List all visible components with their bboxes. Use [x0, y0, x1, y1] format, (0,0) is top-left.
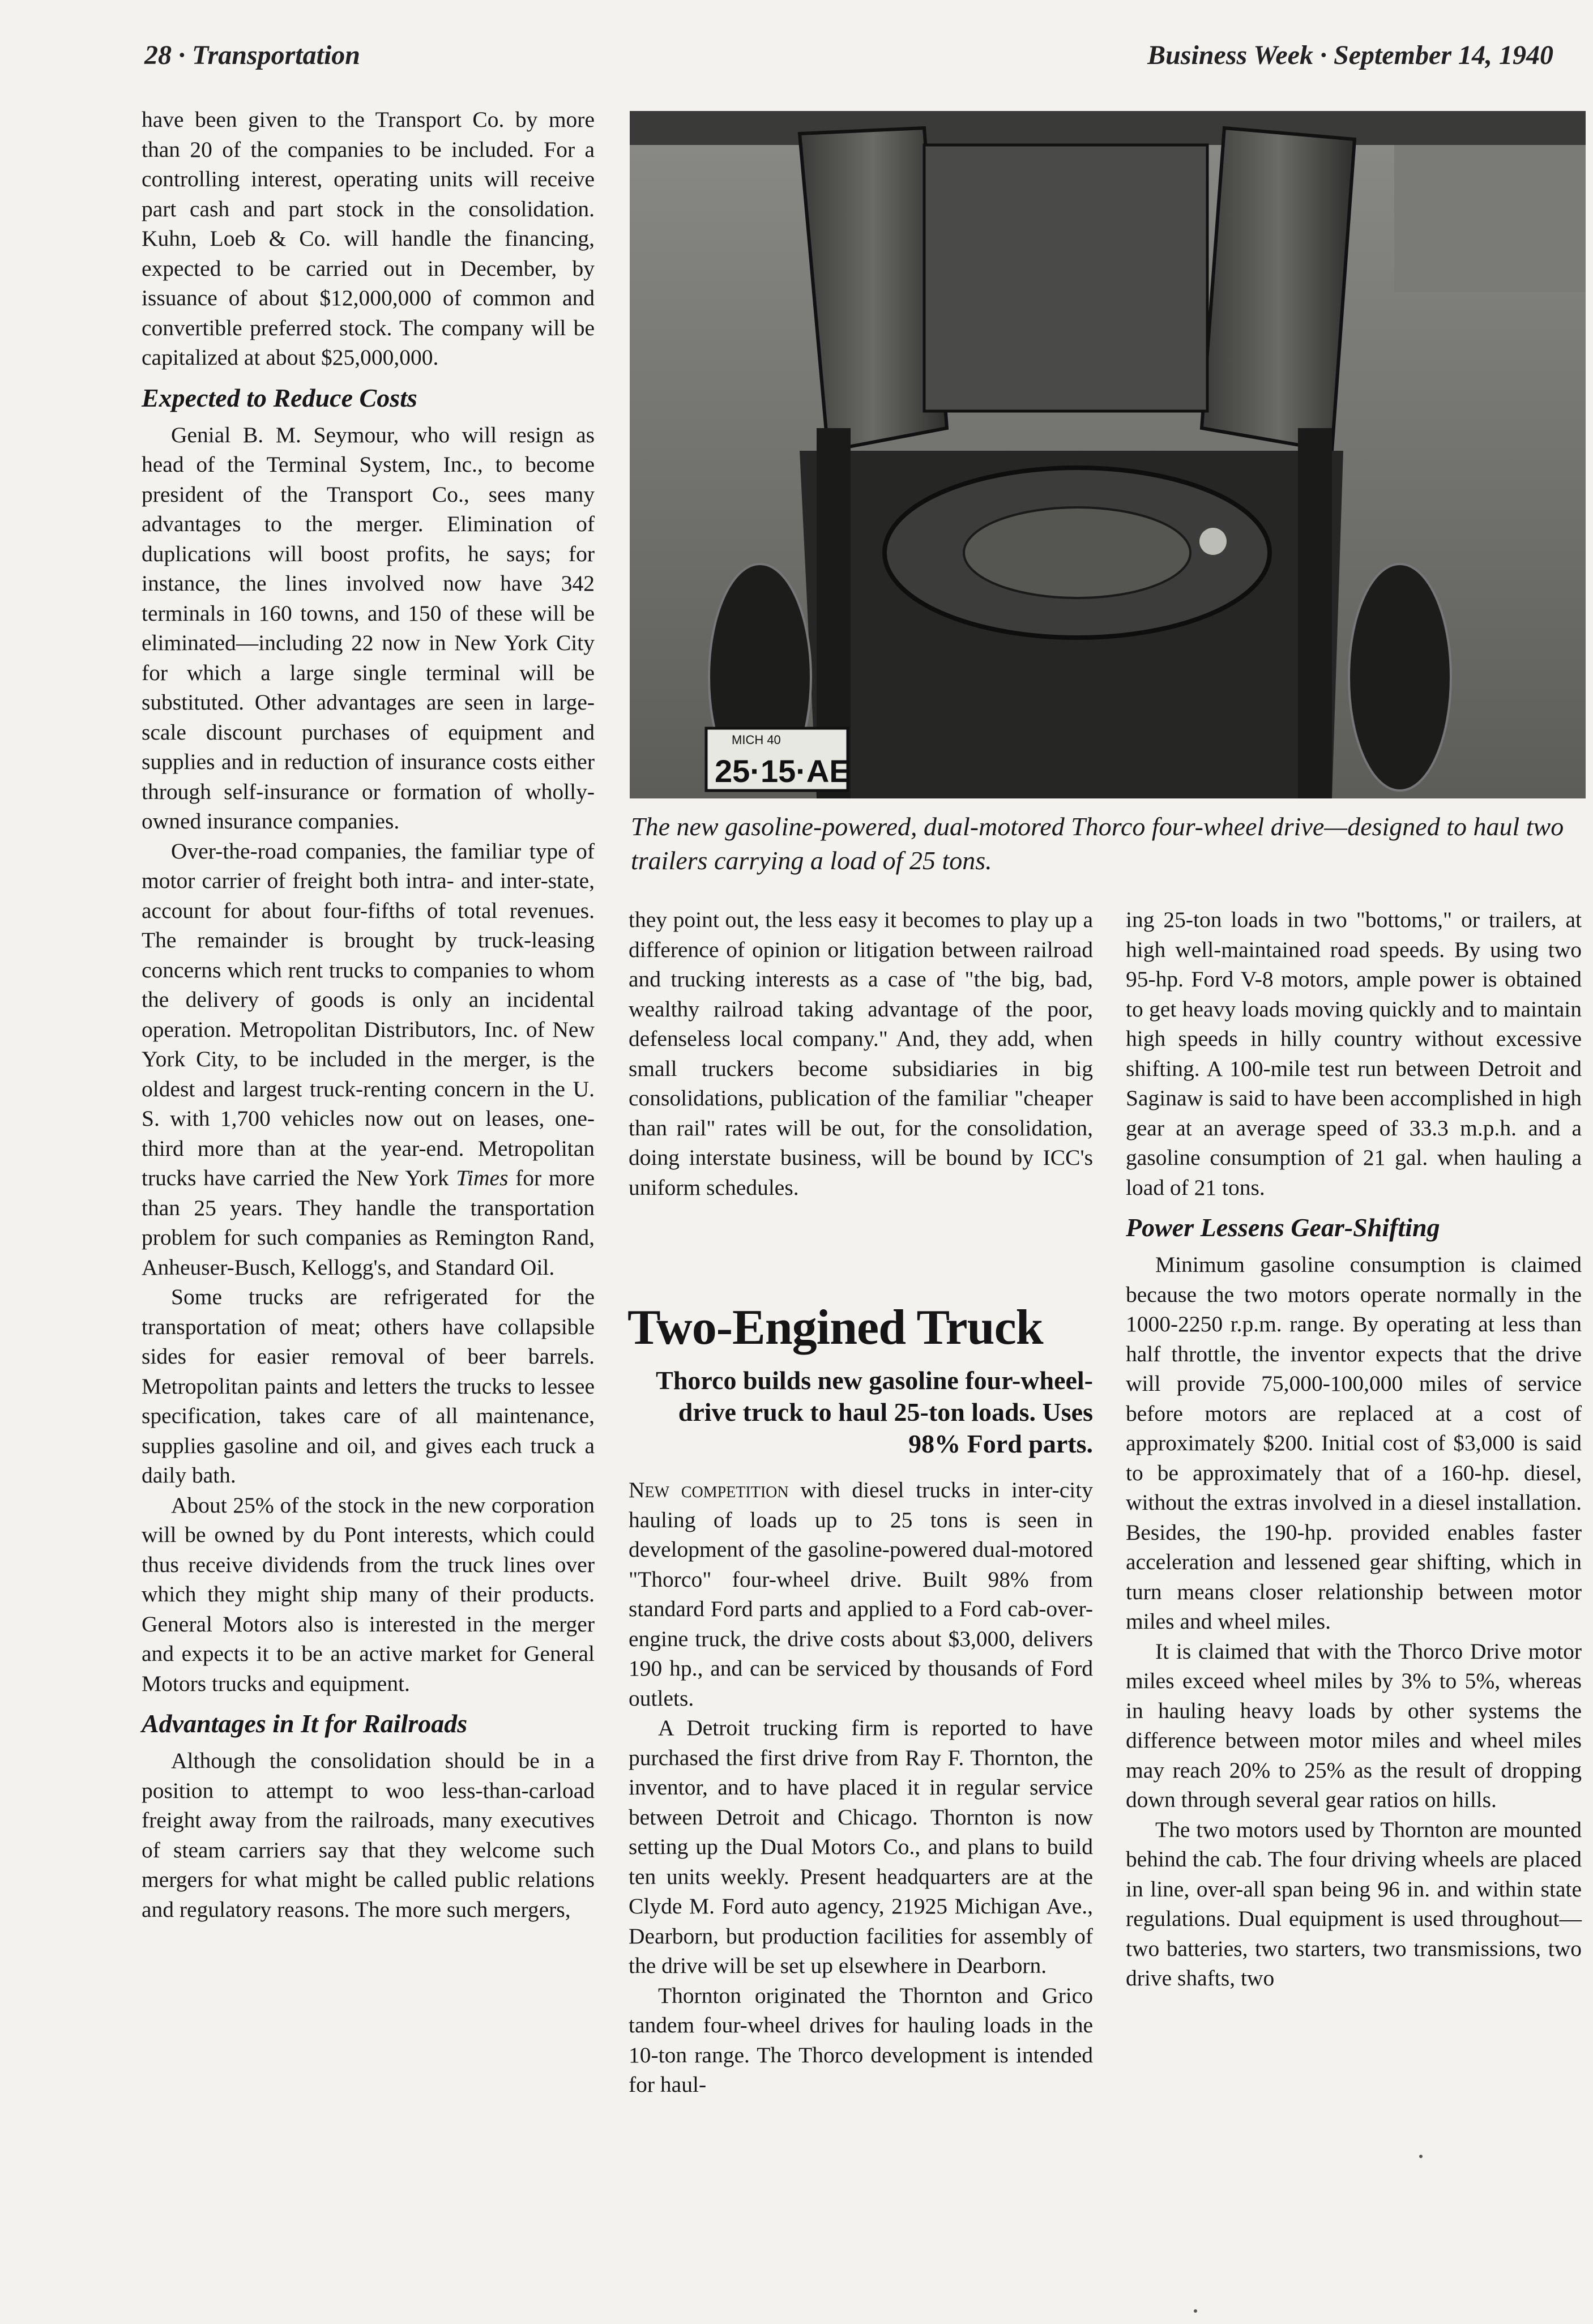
page-header-publication: Business Week · September 14, 1940: [1147, 40, 1553, 70]
paragraph: A Detroit trucking firm is reported to have purchased the first drive from Ray F. Thornton, the inventor, and to have placed it in regular service between Detroit and Chicago. Thornton is now setting up the Dual Motors Co., and plans to build ten units weekly. Present headquarters are at the Clyde M. Ford auto agency, 21925 Michigan Ave., Dearborn, but production facilities for assembly of the drive will be set up elsewhere in Dearborn.: [629, 1715, 1093, 1978]
paragraph: Minimum gasoline consumption is claimed because the two motors operate normally in the 1000-2250 r.p.m. range. By operating at less than half throttle, the inventor expects that the drive will provide 75,000-100,000 miles of service before motors are replaced at a cost of approximately $200. Initial cost of $3,000 is said to be approximately that of a 160-hp. diesel, without the extras involved in a diesel installation. Besides, the 190-hp. provided enables faster acceleration and lessened gear shifting, which in turn means closer relationship between motor miles and wheel miles.: [1126, 1252, 1582, 1634]
paragraph: Although the consolidation should be in a position to attempt to woo less-than-carload freight away from the railroads, many executives of steam carriers say that they welcome such mergers for what might be called public relations and regulatory reasons. The more such mergers,: [142, 1748, 595, 1922]
article-headline: Two-Engined Truck: [627, 1300, 1043, 1355]
paragraph: they point out, the less easy it becomes to play up a difference of opinion or litigation between railroad and trucking interests as a case of "the big, bad, wealthy railroad taking advantage of the poor, defenseless local company." And, they add, when small truckers become subsidiaries in big consolidations, publication of the familiar "cheaper than rail" rates will be out, for the consolidation, doing interstate business, will be bound by ICC's uniform schedules.: [629, 907, 1093, 1200]
section-heading: Expected to Reduce Costs: [142, 383, 417, 412]
article-column-2: [629, 905, 1093, 1202]
paragraph: have been given to the Transport Co. by more than 20 of the companies to be included. For a controlling interest, operating units will receive part cash and part stock in the consolidation. Kuhn, Loeb & Co. will handle the financing, expected to be carried out in December, by issuance of about $12,000,000 of common and convertible preferred stock. The company will be capitalized at about $25,000,000.: [142, 107, 595, 370]
lead-in: New competition: [629, 1477, 789, 1502]
scan-speck: [1194, 2309, 1197, 2313]
paragraph: Thornton originated the Thornton and Grico tandem four-wheel drives for hauling loads in the 10-ton range. The Thorco development is intended for haul-: [629, 1983, 1093, 2097]
fifth-wheel-plate: [964, 507, 1190, 598]
newspaper-title: Times: [456, 1165, 509, 1190]
text-run: for more than 25 years. They handle the transportation problem for such companies as Remington Rand, Anheuser-Busch, Kellogg's, and Standard Oil.: [142, 1165, 595, 1280]
paragraph: Some trucks are refrigerated for the transportation of meat; others have collapsible sides for easier removal of beer barrels. Metropolitan paints and letters the trucks to lessee specification, takes care of all maintenance, supplies gasoline and oil, and gives each truck a daily bath.: [142, 1284, 595, 1488]
frame-rail-right: [1298, 428, 1332, 798]
page-header-section: 28 · Transportation: [144, 40, 360, 70]
paragraph: ing 25-ton loads in two "bottoms," or trailers, at high well-maintained road speeds. By using two 95-hp. Ford V-8 motors, ample power is obtained to get heavy loads moving quickly and to maintain high speeds in hilly country without excessive shifting. A 100-mile test run between Detroit and Saginaw is said to have been accomplished in high gear at an average speed of 33.3 m.p.h. and a gasoline consumption of 21 gal. when hauling a load of 21 tons.: [1126, 907, 1582, 1200]
scan-speck: [1419, 2155, 1423, 2158]
background-lot: [1394, 145, 1586, 292]
cab-right-panel: [1202, 128, 1355, 451]
text-run: Over-the-road companies, the familiar type of motor carrier of freight both intra- and inter-state, account for about four-fifths of total revenues. The remainder is brought by truck-leasing concerns which rent trucks to companies to whom the delivery of goods is only an incidental operation. Metropolitan Distributors, Inc. of New York City, to be included in the merger, is the oldest and largest truck-renting concern in the U. S. with 1,700 vehicles now out on leases, one-third more than at the year-end. Metropolitan trucks have carried the New York: [142, 838, 595, 1190]
truck-photo: [630, 111, 1586, 798]
fifth-wheel-pin: [1199, 528, 1227, 555]
truck-photo-drawing: [630, 111, 1586, 798]
cab-back: [924, 145, 1207, 411]
text-run: with diesel trucks in inter-city hauling of loads up to 25 tons is seen in development of the gasoline-powered dual-motored "Thorco" four-wheel drive. Built 98% from standard Ford parts and applied to a Ford cab-over-engine truck, the drive costs about $3,000, delivers 190 hp., and can be serviced by thousands of Ford outlets.: [629, 1477, 1094, 1711]
photo-caption: The new gasoline-powered, dual-motored Thorco four-wheel drive—designed to haul two trailers carrying a load of 25 tons.: [631, 812, 1564, 875]
paragraph: Genial B. M. Seymour, who will resign as head of the Terminal System, Inc., to become president of the Transport Co., sees many advantages to the merger. Elimination of duplications will boost profits, he says; for instance, the lines involved now have 342 terminals in 160 towns, and 150 of these will be eliminated—including 22 now in New York City for which a large single terminal will be substituted. Other advantages are seen in large-scale discount purchases of equipment and supplies and in reduction of insurance costs either through self-insurance or formation of wholly-owned insurance companies.: [142, 422, 595, 834]
paragraph: [629, 1475, 1093, 1713]
section-heading: Power Lessens Gear-Shifting: [1126, 1213, 1440, 1242]
article-column-2-continued: [629, 1475, 1093, 2100]
article-subheadline: Thorco builds new gasoline four-wheel-drive truck to haul 25-ton loads. Uses 98% Ford parts.: [656, 1366, 1093, 1458]
right-wheel: [1349, 564, 1451, 791]
section-heading: Advantages in It for Railroads: [142, 1709, 468, 1738]
paragraph: The two motors used by Thornton are mounted behind the cab. The four driving wheels are placed in line, over-all span being 96 in. and within state regulations. Dual equipment is used throughout—two batteries, two starters, two transmissions, two drive shafts, two: [1126, 1817, 1582, 1990]
license-plate-number: 25·15·AE: [715, 753, 851, 789]
paragraph: [142, 836, 595, 1283]
article-column-3: [1126, 905, 1582, 1993]
license-plate-state: MICH 40: [732, 733, 781, 747]
paragraph: About 25% of the stock in the new corporation will be owned by du Pont interests, which could thus receive dividends from the truck lines over which they might ship many of their products. General Motors also is interested in the merger and expects it to be an active market for General Motors trucks and equipment.: [142, 1492, 595, 1696]
paragraph: It is claimed that with the Thorco Drive motor miles exceed wheel miles by 3% to 5%, whereas in hauling heavy loads by other systems the difference between motor miles and wheel miles may reach 20% to 25% as the result of dropping down through several gear ratios on hills.: [1126, 1638, 1582, 1812]
treeline: [630, 111, 1586, 145]
article-column-1: [142, 105, 595, 1924]
